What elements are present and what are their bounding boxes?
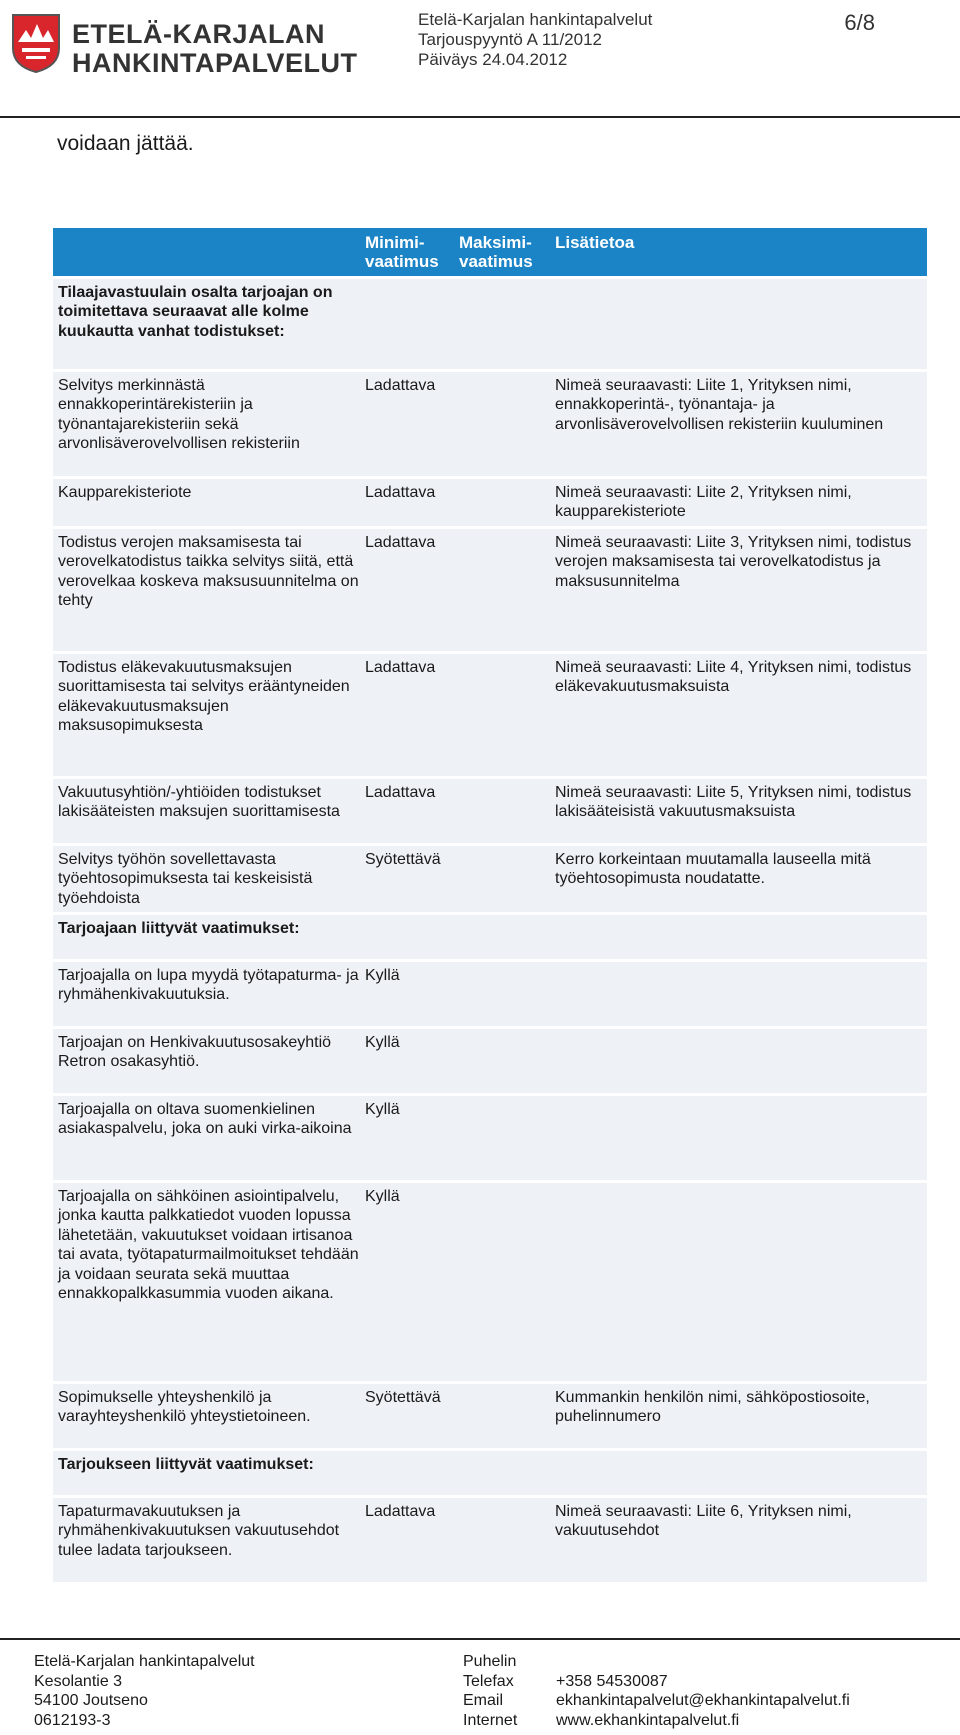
- footer-value-fax: +358 54530087: [556, 1672, 668, 1690]
- footer-value-email[interactable]: ekhankintapalvelut@ekhankintapalvelut.fi: [556, 1692, 850, 1709]
- row-requirement: Todistus eläkevakuutusmaksujen suorittamisesta tai selvitys erääntyneiden eläkevakuutusmaksujen maksusopimuksesta: [58, 658, 350, 735]
- footer-value-phone: [556, 1652, 850, 1672]
- row-info: Nimeä seuraavasti: Liite 4, Yrityksen nimi, todistus eläkevakuutusmaksuista: [555, 658, 912, 696]
- intro-text: voidaan jättää.: [57, 132, 194, 155]
- row-info: [555, 1455, 927, 1491]
- row-requirement: Tarjoajalla on lupa myydä työtapaturma- ja ryhmähenkivakuutuksia.: [58, 967, 359, 1004]
- row-minimum: [365, 919, 459, 955]
- row-info: Nimeä seuraavasti: Liite 1, Yrityksen nimi, ennakkoperintä-, työnantaja- ja arvonlisäverovelvollisen rekisteriin kuuluminen: [555, 377, 884, 433]
- footer-divider: [0, 1638, 960, 1640]
- footer-label-fax: Telefax: [463, 1672, 514, 1690]
- row-minimum: Ladattava: [365, 783, 436, 801]
- footer-postal: 54100 Joutseno: [34, 1692, 148, 1709]
- header-col-requirement: [53, 233, 365, 276]
- footer-label-internet: Internet: [463, 1711, 518, 1729]
- header-divider: [0, 116, 960, 118]
- row-info: Nimeä seuraavasti: Liite 2, Yrityksen nimi, kaupparekisteriote: [555, 484, 852, 521]
- row-requirement: Vakuutusyhtiön/-yhtiöiden todistukset lakisääteisten maksujen suorittamisesta: [58, 783, 340, 821]
- row-info: [555, 1100, 927, 1176]
- row-minimum: Ladattava: [365, 484, 436, 501]
- row-maximum: [459, 850, 555, 908]
- row-requirement: Tarjoajalla on sähköinen asiointipalvelu, jonka kautta palkkatiedot vuoden lopussa lähetetään, vakuutukset voidaan irtisanoa tai avata, työtapaturmailmoitukset tehdään ja voidaan seurata sekä muuttaa ennakkopalkkasummia vuoden aikana.: [58, 1188, 359, 1303]
- footer-label-email: Email: [463, 1692, 504, 1709]
- row-minimum: Kyllä: [365, 1188, 400, 1206]
- logo-line-1: ETELÄ-KARJALAN: [72, 19, 325, 49]
- table-row: [53, 1029, 927, 1093]
- footer-contact-labels: [463, 1652, 517, 1730]
- table-row: [53, 1384, 927, 1448]
- row-maximum: [459, 1502, 555, 1578]
- row-minimum: Kyllä: [365, 1101, 400, 1119]
- row-maximum: [459, 966, 555, 1022]
- row-minimum: Ladattava: [365, 377, 436, 394]
- table-row: [53, 846, 927, 912]
- requirements-table: [53, 228, 927, 1582]
- row-info: [555, 1187, 927, 1377]
- logo-wordmark: [72, 20, 357, 78]
- footer-value-website[interactable]: www.ekhankintapalvelut.fi: [556, 1711, 740, 1729]
- row-maximum: [459, 1455, 555, 1491]
- row-info: [555, 283, 927, 365]
- table-row: [53, 479, 927, 526]
- header-info: [418, 10, 652, 70]
- row-minimum: Kyllä: [365, 1034, 400, 1052]
- table-row: [53, 279, 927, 369]
- row-info: [555, 919, 927, 955]
- row-info: Nimeä seuraavasti: Liite 5, Yrityksen nimi, todistus lakisääteisistä vakuutusmaksuista: [555, 783, 912, 821]
- header-col-info: Lisätietoa: [555, 233, 635, 252]
- table-row: [53, 1498, 927, 1582]
- row-maximum: [459, 658, 555, 772]
- footer-street: Kesolantie 3: [34, 1672, 123, 1690]
- header-col-minimum: Minimi- vaatimus: [365, 233, 439, 271]
- row-maximum: [459, 1388, 555, 1444]
- page-number: 6/8: [844, 10, 875, 35]
- header-col-maximum: Maksimi- vaatimus: [459, 233, 533, 271]
- row-requirement: Tilaajavastuulain osalta tarjoajan on toimitettava seuraavat alle kolme kuukautta vanhat todistukset:: [58, 284, 333, 340]
- table-row: [53, 1096, 927, 1180]
- row-requirement: Tarjoajan on Henkivakuutusosakeyhtiö Retron osakasyhtiö.: [58, 1034, 332, 1071]
- row-requirement: Kaupparekisteriote: [58, 484, 192, 501]
- footer-contact-values: [556, 1652, 850, 1730]
- row-requirement: Todistus verojen maksamisesta tai verovelkatodistus taikka selvitys siitä, että verovelkaa koskeva maksusuunnitelma on tehty: [58, 533, 359, 610]
- row-minimum: Ladattava: [365, 533, 436, 551]
- row-minimum: Ladattava: [365, 1503, 436, 1521]
- header-date: Päiväys 24.04.2012: [418, 50, 568, 69]
- row-minimum: [365, 1455, 459, 1491]
- row-maximum: [459, 919, 555, 955]
- footer-label-phone: Puhelin: [463, 1653, 517, 1670]
- row-minimum: Syötettävä: [365, 850, 441, 868]
- row-info: [555, 1033, 927, 1089]
- row-info: Kerro korkeintaan muutamalla lauseella mitä työehtosopimusta noudatatte.: [555, 850, 871, 888]
- table-row: [53, 962, 927, 1026]
- row-minimum: Ladattava: [365, 658, 436, 676]
- row-minimum: Kyllä: [365, 967, 400, 985]
- row-maximum: [459, 376, 555, 472]
- row-minimum: [365, 283, 459, 365]
- page-header: [0, 0, 960, 116]
- table-row: [53, 1183, 927, 1381]
- row-maximum: [459, 783, 555, 839]
- table-row: [53, 372, 927, 476]
- row-info: [555, 966, 927, 1022]
- row-requirement: Selvitys työhön sovellettavasta työehtosopimuksesta tai keskeisistä työehdoista: [58, 850, 313, 907]
- row-maximum: [459, 1187, 555, 1377]
- row-info: Nimeä seuraavasti: Liite 6, Yrityksen nimi, vakuutusehdot: [555, 1503, 852, 1540]
- table-row: [53, 1451, 927, 1495]
- row-info: Kummankin henkilön nimi, sähköpostiosoite, puhelinnumero: [555, 1389, 870, 1426]
- row-maximum: [459, 483, 555, 522]
- row-maximum: [459, 533, 555, 647]
- footer-address: [34, 1652, 255, 1730]
- table-row: [53, 915, 927, 959]
- organization-logo: [10, 10, 358, 80]
- logo-line-2: HANKINTAPALVELUT: [72, 48, 358, 78]
- table-row: [53, 529, 927, 651]
- coat-of-arms-icon: [10, 12, 62, 74]
- row-maximum: [459, 283, 555, 365]
- table-row: [53, 779, 927, 843]
- row-requirement: Tapaturmavakuutuksen ja ryhmähenkivakuutuksen vakuutusehdot tulee ladata tarjoukseen.: [58, 1503, 340, 1559]
- row-maximum: [459, 1033, 555, 1089]
- table-header: [53, 228, 927, 276]
- row-requirement: Tarjoajalla on oltava suomenkielinen asiakaspalvelu, joka on auki virka-aikoina: [58, 1101, 352, 1138]
- header-organization: Etelä-Karjalan hankintapalvelut: [418, 10, 653, 29]
- row-requirement: Tarjoukseen liittyvät vaatimukset:: [58, 1456, 314, 1474]
- row-maximum: [459, 1100, 555, 1176]
- footer-business-id: 0612193-3: [34, 1711, 111, 1729]
- row-info: Nimeä seuraavasti: Liite 3, Yrityksen nimi, todistus verojen maksamisesta tai verovelkatodistus ja maksusunnitelma: [555, 533, 912, 590]
- row-requirement: Sopimukselle yhteyshenkilö ja varayhteyshenkilö yhteystietoineen.: [58, 1389, 311, 1426]
- table-row: [53, 654, 927, 776]
- row-requirement: Tarjoajaan liittyvät vaatimukset:: [58, 920, 300, 938]
- row-minimum: Syötettävä: [365, 1389, 441, 1407]
- header-tender: Tarjouspyyntö A 11/2012: [418, 30, 602, 49]
- footer-organization: Etelä-Karjalan hankintapalvelut: [34, 1653, 255, 1670]
- row-requirement: Selvitys merkinnästä ennakkoperintärekisteriin ja työnantajarekisteriin sekä arvonlisäverovelvollisen rekisteriin: [58, 377, 300, 453]
